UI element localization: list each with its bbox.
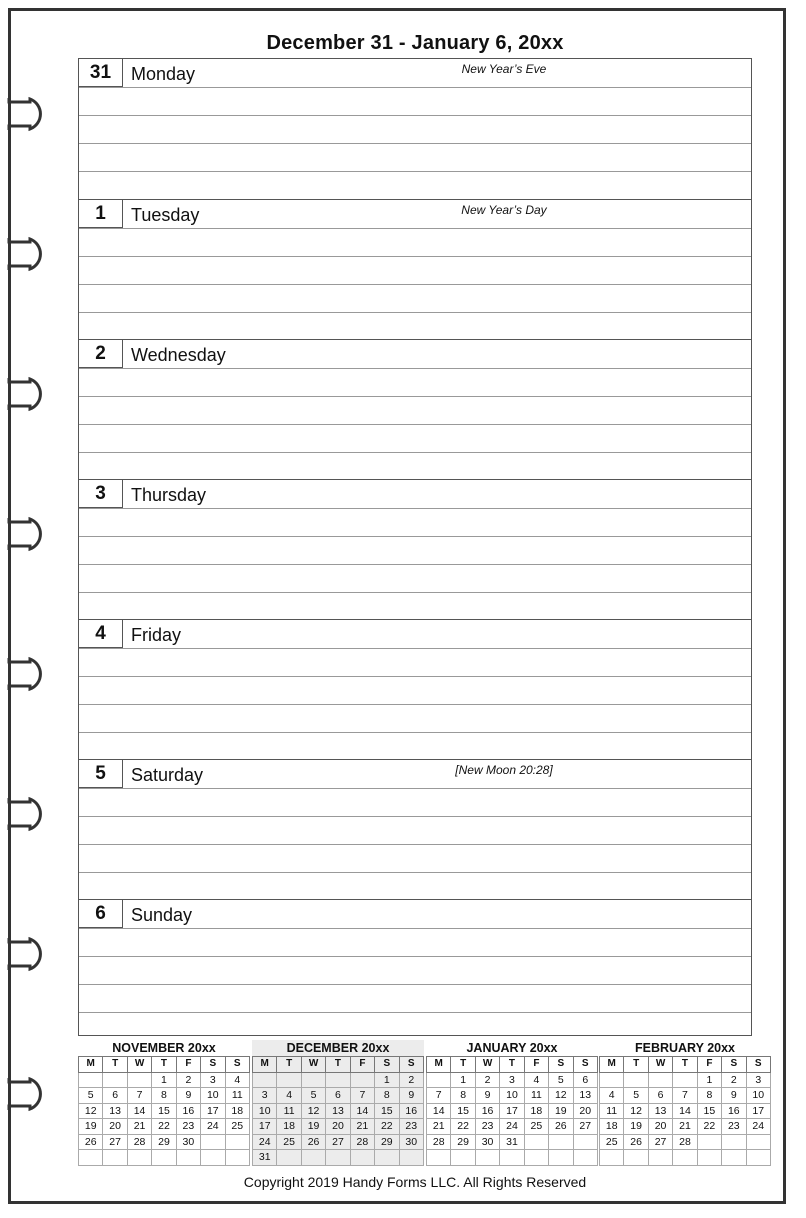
weekday-header: W xyxy=(648,1057,672,1073)
mini-calendar-title: JANUARY 20xx xyxy=(466,1041,558,1055)
calendar-date: 9 xyxy=(399,1088,423,1104)
calendar-date: 19 xyxy=(301,1119,325,1135)
calendar-date: 29 xyxy=(152,1134,176,1150)
writing-line[interactable] xyxy=(79,648,751,649)
calendar-date: 7 xyxy=(673,1088,697,1104)
weekday-header: T xyxy=(673,1057,697,1073)
mini-calendar-title: DECEMBER 20xx xyxy=(252,1040,424,1056)
calendar-date: 19 xyxy=(79,1119,103,1135)
weekday-header: F xyxy=(524,1057,548,1073)
calendar-date xyxy=(152,1150,176,1166)
calendar-date: 14 xyxy=(673,1103,697,1119)
day-number: 2 xyxy=(79,340,123,368)
calendar-date xyxy=(350,1072,374,1088)
calendar-date: 27 xyxy=(103,1134,127,1150)
calendar-date: 26 xyxy=(301,1134,325,1150)
calendar-date: 8 xyxy=(451,1088,475,1104)
writing-line[interactable] xyxy=(79,284,751,285)
binder-ring-icon xyxy=(0,1076,52,1112)
calendar-date: 20 xyxy=(326,1119,350,1135)
calendar-date: 25 xyxy=(225,1119,249,1135)
day-note: [New Moon 20:28] xyxy=(455,763,553,777)
calendar-date xyxy=(301,1072,325,1088)
calendar-date: 21 xyxy=(427,1119,451,1135)
calendar-date: 16 xyxy=(722,1103,746,1119)
writing-line[interactable] xyxy=(79,171,751,172)
calendar-date: 3 xyxy=(253,1088,277,1104)
mini-calendar-title: FEBRUARY 20xx xyxy=(634,1041,736,1055)
calendar-date xyxy=(746,1134,770,1150)
writing-line[interactable] xyxy=(79,676,751,677)
calendar-date xyxy=(524,1134,548,1150)
calendar-date: 9 xyxy=(722,1088,746,1104)
writing-line[interactable] xyxy=(79,1012,751,1013)
mini-calendar xyxy=(599,1040,771,1166)
weekday-header: M xyxy=(79,1057,103,1073)
calendar-date: 20 xyxy=(648,1119,672,1135)
writing-line[interactable] xyxy=(79,956,751,957)
calendar-date: 13 xyxy=(326,1103,350,1119)
calendar-date: 18 xyxy=(225,1103,249,1119)
calendar-date: 9 xyxy=(475,1088,499,1104)
calendar-date xyxy=(573,1150,597,1166)
weekday-header: M xyxy=(427,1057,451,1073)
calendar-date: 4 xyxy=(524,1072,548,1088)
weekday-header: M xyxy=(253,1057,277,1073)
weekday-header: W xyxy=(127,1057,151,1073)
calendar-date: 10 xyxy=(201,1088,225,1104)
weekday-header: T xyxy=(500,1057,524,1073)
calendar-date xyxy=(600,1150,624,1166)
calendar-date: 26 xyxy=(624,1134,648,1150)
day-block xyxy=(79,899,751,1040)
calendar-date: 2 xyxy=(475,1072,499,1088)
calendar-date: 26 xyxy=(79,1134,103,1150)
day-number: 1 xyxy=(79,200,123,228)
writing-line[interactable] xyxy=(79,816,751,817)
writing-line[interactable] xyxy=(79,143,751,144)
calendar-date: 22 xyxy=(451,1119,475,1135)
calendar-date: 22 xyxy=(697,1119,721,1135)
day-name: Saturday xyxy=(131,765,204,785)
weekday-header: T xyxy=(277,1057,301,1073)
writing-line[interactable] xyxy=(79,592,751,593)
calendar-date: 15 xyxy=(375,1103,399,1119)
calendar-date: 24 xyxy=(201,1119,225,1135)
calendar-date: 15 xyxy=(451,1103,475,1119)
writing-line[interactable] xyxy=(79,732,751,733)
weekday-header: S xyxy=(399,1057,423,1073)
weekday-header: S xyxy=(225,1057,249,1073)
calendar-date: 12 xyxy=(549,1088,573,1104)
mini-calendar xyxy=(78,1040,250,1166)
weekday-header: T xyxy=(451,1057,475,1073)
calendar-date: 7 xyxy=(127,1088,151,1104)
days-grid xyxy=(78,58,752,1036)
calendar-date: 23 xyxy=(399,1119,423,1135)
calendar-date xyxy=(648,1150,672,1166)
writing-line[interactable] xyxy=(79,424,751,425)
calendar-date xyxy=(127,1150,151,1166)
calendar-date: 17 xyxy=(201,1103,225,1119)
calendar-date xyxy=(103,1150,127,1166)
calendar-date: 25 xyxy=(277,1134,301,1150)
calendar-date: 3 xyxy=(201,1072,225,1088)
calendar-date: 6 xyxy=(573,1072,597,1088)
weekday-header: S xyxy=(722,1057,746,1073)
binder-ring-icon xyxy=(0,656,52,692)
calendar-date xyxy=(277,1150,301,1166)
day-name: Tuesday xyxy=(131,205,200,225)
calendar-date: 5 xyxy=(549,1072,573,1088)
day-number: 4 xyxy=(79,620,123,648)
writing-line[interactable] xyxy=(79,564,751,565)
calendar-date xyxy=(427,1072,451,1088)
calendar-date: 25 xyxy=(524,1119,548,1135)
calendar-date: 22 xyxy=(152,1119,176,1135)
calendar-date: 2 xyxy=(722,1072,746,1088)
calendar-date: 4 xyxy=(600,1088,624,1104)
writing-line[interactable] xyxy=(79,312,751,313)
calendar-date: 3 xyxy=(500,1072,524,1088)
day-name: Monday xyxy=(131,64,196,84)
writing-line[interactable] xyxy=(79,536,751,537)
weekday-header: T xyxy=(624,1057,648,1073)
calendar-date xyxy=(79,1150,103,1166)
calendar-date xyxy=(673,1150,697,1166)
weekday-header: M xyxy=(600,1057,624,1073)
calendar-date: 10 xyxy=(253,1103,277,1119)
calendar-date: 23 xyxy=(475,1119,499,1135)
calendar-date xyxy=(399,1150,423,1166)
weekday-header: F xyxy=(697,1057,721,1073)
calendar-date: 6 xyxy=(103,1088,127,1104)
calendar-date: 16 xyxy=(475,1103,499,1119)
calendar-date xyxy=(127,1072,151,1088)
calendar-date: 13 xyxy=(648,1103,672,1119)
calendar-date xyxy=(79,1072,103,1088)
writing-line[interactable] xyxy=(79,508,751,509)
calendar-date xyxy=(451,1150,475,1166)
writing-line[interactable] xyxy=(79,368,751,369)
calendar-date: 11 xyxy=(225,1088,249,1104)
calendar-date xyxy=(350,1150,374,1166)
calendar-date xyxy=(326,1150,350,1166)
weekday-header: W xyxy=(301,1057,325,1073)
calendar-date: 24 xyxy=(500,1119,524,1135)
calendar-date: 4 xyxy=(277,1088,301,1104)
calendar-date: 18 xyxy=(277,1119,301,1135)
calendar-date: 20 xyxy=(103,1119,127,1135)
calendar-date: 30 xyxy=(475,1134,499,1150)
writing-line[interactable] xyxy=(79,928,751,929)
calendar-date xyxy=(326,1072,350,1088)
calendar-date xyxy=(549,1150,573,1166)
calendar-date: 5 xyxy=(624,1088,648,1104)
calendar-date xyxy=(600,1072,624,1088)
calendar-date xyxy=(253,1072,277,1088)
calendar-date: 11 xyxy=(277,1103,301,1119)
calendar-date: 29 xyxy=(375,1134,399,1150)
weekday-header: F xyxy=(350,1057,374,1073)
writing-line[interactable] xyxy=(79,872,751,873)
calendar-date: 1 xyxy=(451,1072,475,1088)
binder-ring-icon xyxy=(0,796,52,832)
day-name: Wednesday xyxy=(131,345,226,365)
calendar-date: 3 xyxy=(746,1072,770,1088)
weekday-header: W xyxy=(475,1057,499,1073)
calendar-date: 18 xyxy=(600,1119,624,1135)
calendar-date: 10 xyxy=(746,1088,770,1104)
calendar-date: 5 xyxy=(301,1088,325,1104)
weekday-header: S xyxy=(549,1057,573,1073)
weekday-header: T xyxy=(103,1057,127,1073)
day-name: Friday xyxy=(131,625,182,645)
calendar-date: 27 xyxy=(573,1119,597,1135)
calendar-date xyxy=(225,1150,249,1166)
calendar-date xyxy=(549,1134,573,1150)
calendar-date: 28 xyxy=(350,1134,374,1150)
calendar-date: 9 xyxy=(176,1088,200,1104)
writing-line[interactable] xyxy=(79,984,751,985)
calendar-date: 23 xyxy=(722,1119,746,1135)
calendar-date: 24 xyxy=(746,1119,770,1135)
mini-calendar xyxy=(426,1040,598,1166)
mini-calendar-title: NOVEMBER 20xx xyxy=(112,1041,216,1055)
calendar-date: 7 xyxy=(427,1088,451,1104)
writing-line[interactable] xyxy=(79,788,751,789)
calendar-date: 22 xyxy=(375,1119,399,1135)
calendar-date: 1 xyxy=(375,1072,399,1088)
calendar-date xyxy=(697,1134,721,1150)
calendar-date: 14 xyxy=(127,1103,151,1119)
calendar-date xyxy=(624,1072,648,1088)
day-block xyxy=(79,59,751,199)
binder-ring-icon xyxy=(0,936,52,972)
calendar-date: 1 xyxy=(152,1072,176,1088)
calendar-date: 28 xyxy=(127,1134,151,1150)
calendar-date xyxy=(103,1072,127,1088)
calendar-date: 31 xyxy=(253,1150,277,1166)
calendar-date: 27 xyxy=(326,1134,350,1150)
calendar-date: 17 xyxy=(253,1119,277,1135)
calendar-date: 26 xyxy=(549,1119,573,1135)
weekday-header: T xyxy=(152,1057,176,1073)
day-block xyxy=(79,339,751,480)
writing-line[interactable] xyxy=(79,844,751,845)
calendar-date: 27 xyxy=(648,1134,672,1150)
calendar-date: 19 xyxy=(624,1119,648,1135)
writing-line[interactable] xyxy=(79,256,751,257)
weekday-header: T xyxy=(326,1057,350,1073)
calendar-date: 31 xyxy=(500,1134,524,1150)
calendar-date xyxy=(697,1150,721,1166)
calendar-date: 28 xyxy=(427,1134,451,1150)
calendar-date: 29 xyxy=(451,1134,475,1150)
calendar-date xyxy=(746,1150,770,1166)
calendar-date xyxy=(201,1150,225,1166)
calendar-date: 16 xyxy=(399,1103,423,1119)
calendar-date xyxy=(301,1150,325,1166)
calendar-date xyxy=(176,1150,200,1166)
calendar-date xyxy=(427,1150,451,1166)
binder-ring-icon xyxy=(0,236,52,272)
calendar-date: 30 xyxy=(399,1134,423,1150)
calendar-date: 21 xyxy=(350,1119,374,1135)
calendar-date: 21 xyxy=(127,1119,151,1135)
day-number: 6 xyxy=(79,900,123,928)
calendar-date: 17 xyxy=(500,1103,524,1119)
calendar-date xyxy=(524,1150,548,1166)
calendar-date: 14 xyxy=(427,1103,451,1119)
calendar-date: 13 xyxy=(573,1088,597,1104)
day-block xyxy=(79,199,751,340)
calendar-date xyxy=(277,1072,301,1088)
calendar-date xyxy=(624,1150,648,1166)
calendar-date: 6 xyxy=(326,1088,350,1104)
day-number: 3 xyxy=(79,480,123,508)
day-block xyxy=(79,479,751,620)
calendar-date: 12 xyxy=(79,1103,103,1119)
calendar-date: 13 xyxy=(103,1103,127,1119)
calendar-date: 5 xyxy=(79,1088,103,1104)
calendar-date xyxy=(225,1134,249,1150)
weekday-header: S xyxy=(746,1057,770,1073)
calendar-date xyxy=(648,1072,672,1088)
weekday-header: S xyxy=(201,1057,225,1073)
calendar-date: 16 xyxy=(176,1103,200,1119)
calendar-date xyxy=(722,1150,746,1166)
calendar-date: 14 xyxy=(350,1103,374,1119)
calendar-date: 18 xyxy=(524,1103,548,1119)
day-number: 31 xyxy=(79,59,123,87)
writing-line[interactable] xyxy=(79,452,751,453)
calendar-date: 4 xyxy=(225,1072,249,1088)
calendar-date: 28 xyxy=(673,1134,697,1150)
calendar-date xyxy=(475,1150,499,1166)
writing-line[interactable] xyxy=(79,396,751,397)
weekday-header: S xyxy=(573,1057,597,1073)
day-name: Thursday xyxy=(131,485,207,505)
calendar-date xyxy=(673,1072,697,1088)
calendar-date: 25 xyxy=(600,1134,624,1150)
calendar-date: 23 xyxy=(176,1119,200,1135)
calendar-date: 7 xyxy=(350,1088,374,1104)
calendar-date: 12 xyxy=(301,1103,325,1119)
calendar-date: 20 xyxy=(573,1103,597,1119)
calendar-date xyxy=(201,1134,225,1150)
page-title: December 31 - January 6, 20xx xyxy=(266,32,564,54)
calendar-date xyxy=(573,1134,597,1150)
weekday-header: F xyxy=(176,1057,200,1073)
calendar-date: 15 xyxy=(697,1103,721,1119)
calendar-date: 11 xyxy=(524,1088,548,1104)
calendar-date xyxy=(375,1150,399,1166)
copyright-text: Copyright 2019 Handy Forms LLC. All Rights Reserved xyxy=(243,1174,587,1190)
calendar-date: 21 xyxy=(673,1119,697,1135)
calendar-date: 8 xyxy=(375,1088,399,1104)
weekday-header: S xyxy=(375,1057,399,1073)
calendar-date xyxy=(500,1150,524,1166)
binder-ring-icon xyxy=(0,516,52,552)
calendar-date: 15 xyxy=(152,1103,176,1119)
calendar-date: 2 xyxy=(399,1072,423,1088)
calendar-date: 12 xyxy=(624,1103,648,1119)
calendar-date: 10 xyxy=(500,1088,524,1104)
calendar-date: 8 xyxy=(697,1088,721,1104)
binder-ring-icon xyxy=(0,96,52,132)
calendar-date: 6 xyxy=(648,1088,672,1104)
day-block xyxy=(79,759,751,900)
day-note: New Year’s Day xyxy=(461,203,547,217)
writing-line[interactable] xyxy=(79,87,751,88)
writing-line[interactable] xyxy=(79,228,751,229)
calendar-date: 2 xyxy=(176,1072,200,1088)
calendar-date xyxy=(722,1134,746,1150)
writing-line[interactable] xyxy=(79,704,751,705)
day-number: 5 xyxy=(79,760,123,788)
day-name: Sunday xyxy=(131,905,193,925)
calendar-date: 30 xyxy=(176,1134,200,1150)
calendar-date: 17 xyxy=(746,1103,770,1119)
binder-ring-icon xyxy=(0,376,52,412)
calendar-date: 19 xyxy=(549,1103,573,1119)
day-block xyxy=(79,619,751,760)
calendar-date: 1 xyxy=(697,1072,721,1088)
mini-calendar xyxy=(252,1040,424,1166)
day-note: New Year’s Eve xyxy=(461,62,547,76)
writing-line[interactable] xyxy=(79,115,751,116)
calendar-date: 24 xyxy=(253,1134,277,1150)
calendar-date: 8 xyxy=(152,1088,176,1104)
calendar-date: 11 xyxy=(600,1103,624,1119)
